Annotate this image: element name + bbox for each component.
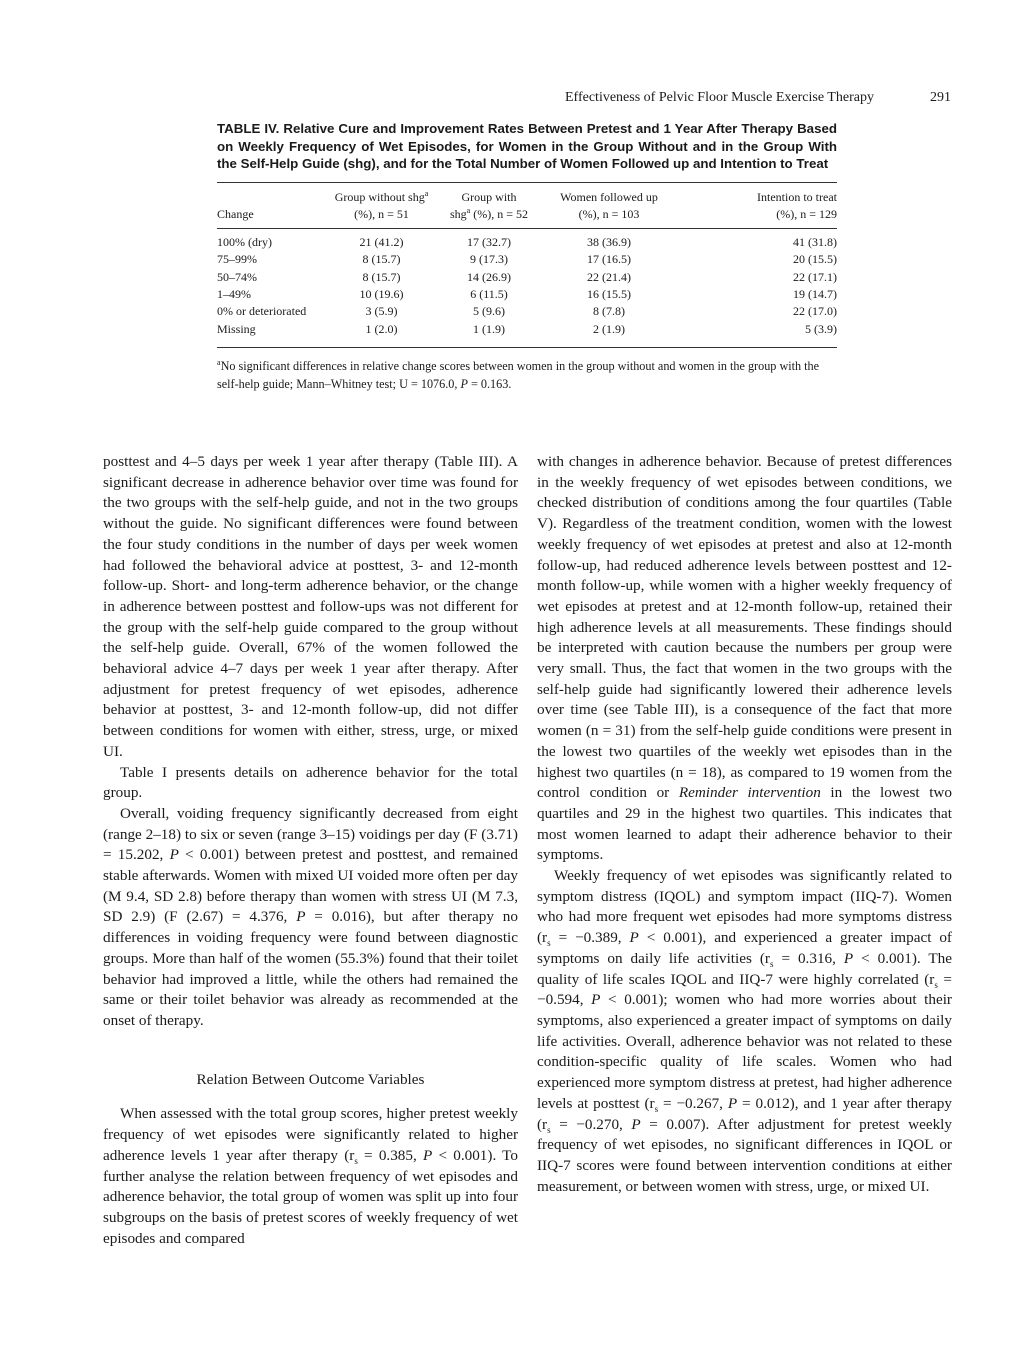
table-top-rule xyxy=(217,182,837,183)
cell-change: 0% or deteriorated xyxy=(217,304,307,319)
header-n-51: (%), n = 51 xyxy=(329,206,434,229)
cell-change: 1–49% xyxy=(217,287,251,301)
cell-value: 1 (2.0) xyxy=(329,321,434,348)
section-heading: Relation Between Outcome Variables xyxy=(196,1070,425,1088)
cell-value: 22 (17.1) xyxy=(793,269,837,284)
cell-value: 14 (26.9) xyxy=(467,269,511,284)
cell-value: 19 (14.7) xyxy=(793,287,837,301)
table-iv xyxy=(217,120,837,393)
table-footnote: $^a$No significant differences in relative change scores between women in the group without and women in the group with the self-help guide; Mann–Whitney test; U = 1076.0, P = 0.163. xyxy=(217,358,820,391)
cell-value: 41 (31.8) xyxy=(793,234,837,249)
header-shg-n-52: shg$^a$ (%), n = 52 xyxy=(434,206,544,229)
cell-value: 2 (1.9) xyxy=(544,321,674,348)
cell-value: 8 (15.7) xyxy=(362,269,401,284)
cell-value: 22 (21.4) xyxy=(587,269,631,284)
paragraph: Table I presents details on adherence behavior for the total group. xyxy=(103,763,518,802)
table-row xyxy=(217,286,837,303)
cell-change: 100% (dry) xyxy=(217,234,272,249)
cell-change: Missing xyxy=(217,321,329,348)
cell-value: 17 (16.5) xyxy=(587,252,631,267)
table-row xyxy=(217,303,837,320)
running-head-title: Effectiveness of Pelvic Floor Muscle Exercise Therapy xyxy=(565,90,874,105)
right-column xyxy=(537,452,952,1197)
cell-value: 5 (9.6) xyxy=(473,304,505,319)
paragraph: with changes in adherence behavior. Because of pretest differences in the weekly frequency of wet episodes between conditions, we checked distribution of conditions among the four quartiles (Table V). Regardless of the treatment condition, women with the lowest weekly frequency of wet episodes at pretest and also at 12-month follow-up, had reduced adherence levels between posttest and 12-month follow-up, while women with a higher weekly frequency of wet episodes at pretest and at 12-month follow-up, retained their high adherence levels at all measurements. These findings should be interpreted with caution because the numbers per group were very small. Thus, the fact that women in the two groups with the self-help guide had significantly lowered their adherence levels over time (see Table III), is a consequence of the fact that more women (n = 31) from the self-help guide conditions were present in the lowest two quartiles of the weekly wet episodes than in the highest two quartiles (n = 18), as compared to 19 women from the control condition or Reminder intervention in the lowest two quartiles and 29 in the highest two quartiles. This indicates that most women learned to adapt their adherence behavior to their symptoms. xyxy=(537,453,952,864)
table-row xyxy=(217,251,837,268)
cell-value: 1 (1.9) xyxy=(434,321,544,348)
cell-value: 21 (41.2) xyxy=(359,234,404,249)
cell-value: 20 (15.5) xyxy=(793,252,837,267)
data-table xyxy=(217,189,837,348)
cell-value: 16 (15.5) xyxy=(587,287,631,301)
paragraph: When assessed with the total group scores, higher pretest weekly frequency of wet episodes were significantly related to higher adherence levels 1 year after therapy ($r_s = 0.385$, P < 0.001). To further analyse the relation between frequency of wet episodes and adherence behavior, the total group of women was split up into four subgroups on the basis of pretest scores of weekly frequency of wet episodes and compared xyxy=(103,1105,518,1247)
page-number: 291 xyxy=(930,90,951,105)
header-n-129: (%), n = 129 xyxy=(674,206,837,229)
paragraph: posttest and 4–5 days per week 1 year after therapy (Table III). A significant decrease in adherence behavior over time was found for the two groups with the self-help guide, and not in the two groups without the guide. No significant differences were found between the four study conditions in the number of days per week women had followed the behavioral advice at posttest, 3- and 12-month follow-up. Short- and long-term adherence behavior, or the change in adherence between posttest and follow-ups was not different for the group with the self-help guide compared to the group without the self-help guide. Overall, 67% of the women followed the behavioral advice 4–7 days per week 1 year after therapy. After adjustment for pretest frequency of wet episodes, adherence behavior at posttest, 3- and 12-month follow-up, did not differ between conditions for women with either, stress, urge, or mixed UI. xyxy=(103,453,518,760)
paragraph: Overall, voiding frequency significantly decreased from eight (range 2–18) to six or seven (range 3–15) voidings per day (F (3.71) = 15.202, P < 0.001) between pretest and posttest, and remained stable afterwards. Women with mixed UI voided more often per day (M 9.4, SD 2.8) before therapy than women with stress UI (M 7.3, SD 2.9) (F (2.67) = 4.376, P = 0.016), but after therapy no differences in voiding frequency were found between diagnostic groups. More than half of the women (55.3%) found that their toilet behavior had improved a little, while the others had remained the same or their toilet behavior was already as recommended at the onset of therapy. xyxy=(103,804,518,1029)
header-row-1 xyxy=(217,189,837,206)
cell-change: 50–74% xyxy=(217,269,257,284)
left-column xyxy=(103,452,518,1249)
cell-value: 6 (11.5) xyxy=(470,287,508,301)
cell-change: 75–99% xyxy=(217,252,257,267)
cell-value: 22 (17.0) xyxy=(793,304,837,319)
header-group-without-shg: Group without shg$^a$ xyxy=(334,188,429,204)
cell-value: 9 (17.3) xyxy=(470,252,508,267)
header-n-103: (%), n = 103 xyxy=(544,206,674,229)
cell-value: 8 (7.8) xyxy=(593,304,625,319)
cell-value: 8 (15.7) xyxy=(362,252,401,267)
table-row xyxy=(217,269,837,286)
table-row xyxy=(217,321,837,348)
cell-value: 38 (36.9) xyxy=(587,234,631,249)
cell-value: 5 (3.9) xyxy=(674,321,837,348)
header-row-2 xyxy=(217,206,837,229)
header-women-followed-up: Women followed up xyxy=(560,189,658,204)
header-group-with: Group with xyxy=(461,189,517,204)
paragraph: Weekly frequency of wet episodes was significantly related to symptom distress (IQOL) and symptom impact (IIQ-7). Women who had more frequent wet episodes had more symptoms distress ($r_s = -0.389$, P < 0.001), and experienced a greater impact of symptoms on daily life activities ($r_s = 0.316$, P < 0.001). The quality of life scales IQOL and IIQ-7 were highly correlated ($r_s = -0.594$, P < 0.001); women who had more worries about their symptoms, also experienced a greater impact of symptoms on daily life activities. Overall, adherence behavior was not related to these condition-specific quality of life scales. Women who had experienced more symptom distress at pretest, had higher adherence levels at posttest ($r_s = -0.267$, P = 0.012), and 1 year after therapy ($r_s = -0.270$, P = 0.007). After adjustment for pretest weekly frequency of wet episodes, no significant differences in IQOL or IIQ-7 scores were found between intervention conditions at either measurement, or between women with stress, urge, or mixed UI. xyxy=(537,867,952,1195)
table-row xyxy=(217,228,837,251)
cell-value: 3 (5.9) xyxy=(365,304,398,319)
header-change: Change xyxy=(217,206,329,229)
cell-value: 10 (19.6) xyxy=(359,287,404,301)
header-intention-to-treat: Intention to treat xyxy=(757,189,837,204)
table-caption: TABLE IV. Relative Cure and Improvement Rates Between Pretest and 1 Year After Therapy Based on Weekly Frequency of Wet Episodes, for Women in the Group Without and in the Group With the Self-Help Guide (shg), and for the Total Number of Women Followed up and Intention to Treat xyxy=(217,121,837,172)
cell-value: 17 (32.7) xyxy=(467,234,511,249)
